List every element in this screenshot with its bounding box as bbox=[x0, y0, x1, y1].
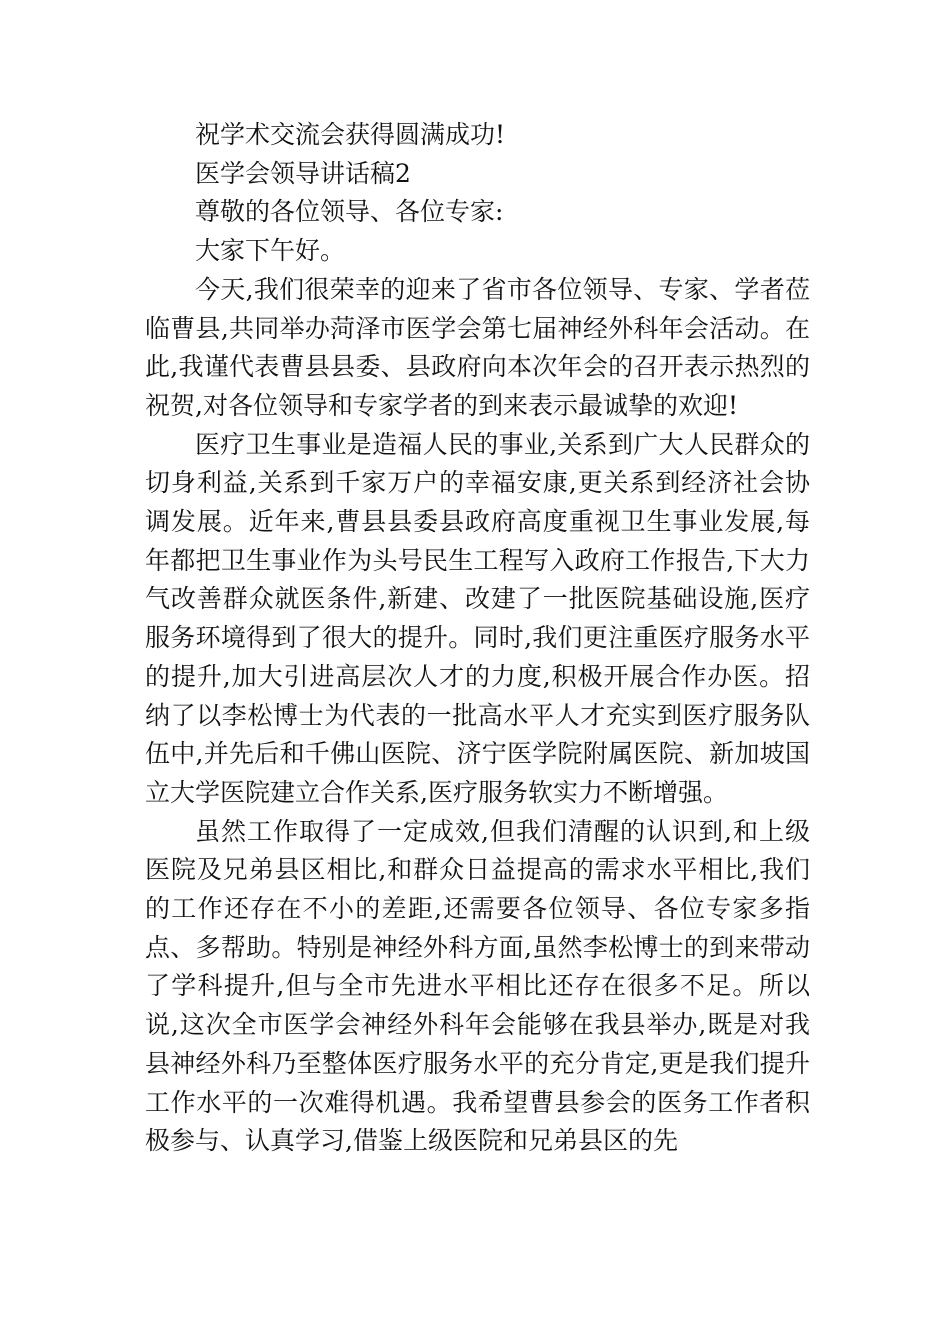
paragraph-achievements: 医疗卫生事业是造福人民的事业,关系到广大人民群众的切身利益,关系到千家万户的幸福安康,更关系到经济社会协调发展。近年来,曹县县委县政府高度重视卫生事业发展,每年都把卫生事业作为头号民生工程写入政府工作报告,下大力气改善群众就医条件,新建、改建了一批医院基础设施,医疗服务环境得到了很大的提升。同时,我们更注重医疗服务水平的提升,加大引进高层次人才的力度,积极开展合作办医。招纳了以李松博士为代表的一批高水平人才充实到医疗服务队伍中,并先后和千佛山医院、济宁医学院附属医院、新加坡国立大学医院建立合作关系,医疗服务软实力不断增强。 bbox=[145, 429, 810, 807]
paragraph-welcome: 今天,我们很荣幸的迎来了省市各位领导、专家、学者莅临曹县,共同举办菏泽市医学会第七届神经外科年会活动。在此,我谨代表曹县县委、县政府向本次年会的召开表示热烈的祝贺,对各位领导和专家学者的到来表示最诚挚的欢迎! bbox=[145, 274, 810, 420]
paragraph-shortcomings: 虽然工作取得了一定成效,但我们清醒的认识到,和上级医院及兄弟县区相比,和群众日益提高的需求水平相比,我们的工作还存在不小的差距,还需要各位领导、各位专家多指点、多帮助。特别是神经外科方面,虽然李松博士的到来带动了学科提升,但与全市先进水平相比还存在很多不足。所以说,这次全市医学会神经外科年会能够在我县举办,既是对我县神经外科乃至整体医疗服务水平的充分肯定,更是我们提升工作水平的一次难得机遇。我希望曹县参会的医务工作者积极参与、认真学习,借鉴上级医院和兄弟县区的先 bbox=[145, 816, 810, 1156]
paragraph-salutation: 尊敬的各位领导、各位专家: bbox=[195, 197, 504, 227]
paragraph-closing-wish: 祝学术交流会获得圆满成功! bbox=[195, 120, 506, 149]
paragraph-greeting: 大家下午好。 bbox=[195, 236, 346, 266]
paragraph-speech-title: 医学会领导讲话稿2 bbox=[195, 158, 411, 188]
document-body bbox=[145, 116, 810, 1161]
